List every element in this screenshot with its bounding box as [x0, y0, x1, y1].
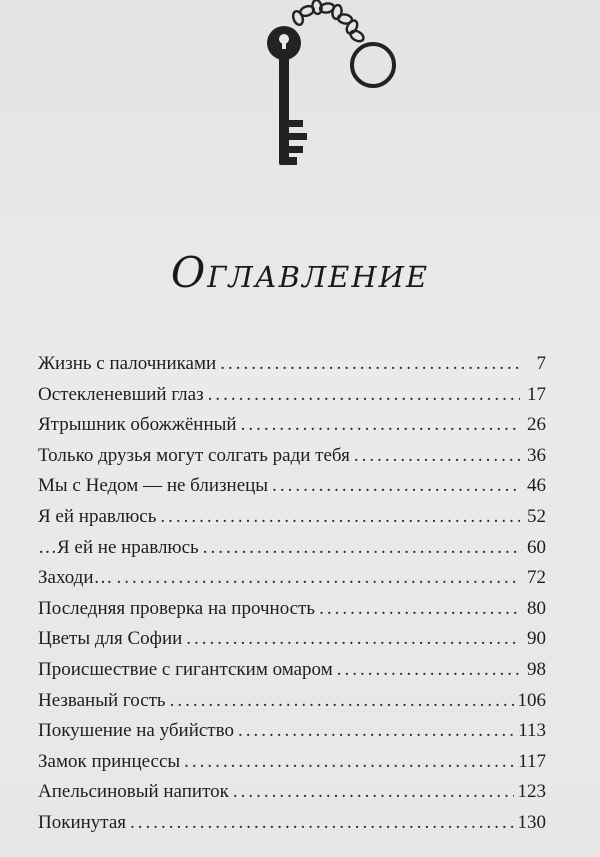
dot-leader	[241, 410, 520, 441]
toc-entry	[38, 471, 546, 502]
toc-entry-title: Цветы для Софии	[38, 628, 183, 650]
toc-entry-page: 17	[527, 383, 546, 405]
dot-leader	[130, 808, 514, 839]
toc-entry	[38, 777, 546, 808]
toc-entry-page: 7	[536, 353, 546, 374]
dot-leader	[186, 624, 520, 655]
toc-entry-page: 90	[527, 628, 546, 650]
toc-entry-title: Незваный гость	[38, 689, 166, 711]
toc-entry-page: 98	[527, 658, 546, 680]
dot-leader	[184, 747, 514, 778]
toc-entry	[38, 686, 546, 717]
table-of-contents	[38, 349, 546, 839]
key-icon	[262, 0, 412, 175]
toc-entry-page: 46	[527, 475, 546, 497]
toc-entry	[38, 747, 546, 778]
toc-entry-page: 117	[518, 750, 546, 772]
toc-entry-title: Последняя проверка на прочность	[38, 597, 316, 619]
toc-entry-page: 72	[527, 567, 546, 589]
toc-entry	[38, 410, 546, 441]
toc-entry-page: 80	[527, 597, 546, 619]
toc-entry	[38, 624, 546, 655]
toc-entry-title: Жизнь с палочниками	[38, 353, 217, 374]
toc-entry-title: Мы с Недом — не близнецы	[38, 475, 269, 497]
toc-entry	[38, 502, 546, 533]
toc-entry-title: Происшествие с гигантским омаром	[38, 658, 333, 680]
toc-entry-title: Заходи…	[38, 567, 113, 589]
dot-leader	[354, 441, 520, 472]
toc-entry-title: Апельсиновый напиток	[38, 781, 229, 803]
dot-leader	[203, 533, 520, 564]
dot-leader	[272, 471, 520, 502]
dot-leader	[117, 563, 520, 594]
toc-entry-page: 113	[518, 720, 546, 742]
toc-entry-page: 106	[517, 689, 546, 711]
toc-entry	[38, 594, 546, 625]
toc-entry-page: 36	[527, 444, 546, 466]
dot-leader	[170, 686, 514, 717]
dot-leader	[238, 716, 514, 747]
toc-entry-page: 130	[517, 811, 546, 833]
toc-title: Оглавление	[170, 248, 430, 297]
toc-entry-title: …Я ей не нравлюсь	[38, 536, 199, 558]
toc-entry-page: 60	[527, 536, 546, 558]
toc-entry	[38, 655, 546, 686]
toc-entry-title: Только друзья могут солгать ради тебя	[38, 444, 350, 466]
dot-leader	[208, 380, 520, 411]
toc-entry-title: Ятрышник обожжённый	[38, 414, 237, 436]
toc-entry	[38, 380, 546, 411]
toc-entry	[38, 808, 546, 839]
toc-entry	[38, 349, 546, 380]
toc-entry-title: Покушение на убийство	[38, 720, 234, 742]
toc-entry-page: 52	[527, 505, 546, 527]
toc-entry-page: 26	[527, 414, 546, 436]
toc-entry	[38, 716, 546, 747]
toc-entry-title: Я ей нравлюсь	[38, 505, 157, 527]
dot-leader	[319, 594, 520, 625]
toc-entry-title: Остекленевший глаз	[38, 383, 204, 405]
dot-leader	[233, 777, 514, 808]
toc-entry-page: 123	[517, 781, 546, 803]
dot-leader	[160, 502, 520, 533]
toc-entry	[38, 563, 546, 594]
dot-leader	[337, 655, 520, 686]
toc-entry	[38, 441, 546, 472]
dot-leader	[220, 349, 520, 380]
toc-entry-title: Покинутая	[38, 811, 126, 833]
toc-entry	[38, 533, 546, 564]
toc-entry-title: Замок принцессы	[38, 750, 181, 772]
